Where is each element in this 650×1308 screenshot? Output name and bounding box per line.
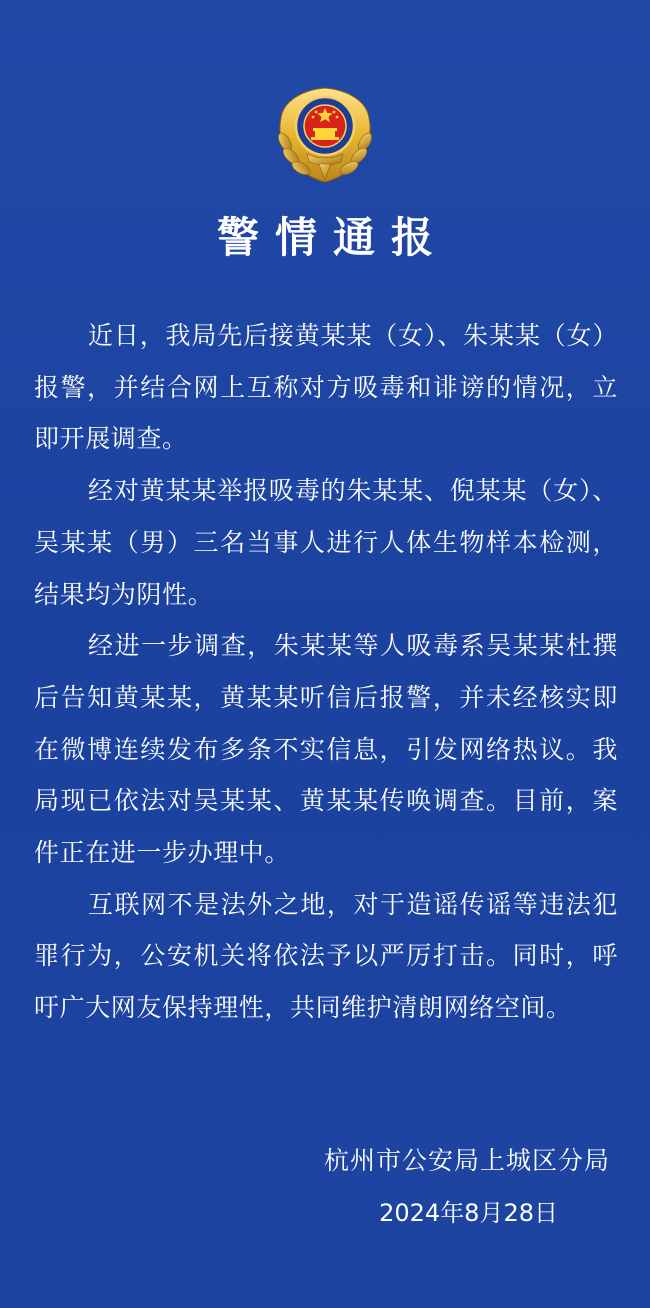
issuing-organization: 杭州市公安局上城区分局: [323, 1146, 610, 1175]
signature-block: [324, 1135, 610, 1239]
notice-title: 警情通报: [216, 213, 449, 262]
issue-date: 2024年8月28日: [379, 1199, 558, 1227]
paragraph: 近日，我局先后接黄某某（女）、朱某某（女）报警，并结合网上互称对方吸毒和诽谤的情况，立即开展调查。: [34, 321, 618, 454]
paragraph: 互联网不是法外之地，对于造谣传谣等违法犯罪行为，公安机关将依法予以严厉打击。同时，呼吁广大网友保持理性，共同维护清朗网络空间。: [34, 889, 618, 1023]
paragraph: 经对黄某某举报吸毒的朱某某、倪某某（女）、吴某某（男）三名当事人进行人体生物样本检测，结果均为阴性。: [34, 476, 618, 609]
police-badge-icon: [271, 84, 379, 186]
paragraph: 经进一步调查，朱某某等人吸毒系吴某某杜撰后告知黄某某，黄某某听信后报警，并未经核实即在微博连续发布多条不实信息，引发网络热议。我局现已依法对吴某某、黄某某传唤调查。目前，案件正在进一步办理中。: [34, 631, 618, 868]
notice-body: [34, 310, 618, 1034]
